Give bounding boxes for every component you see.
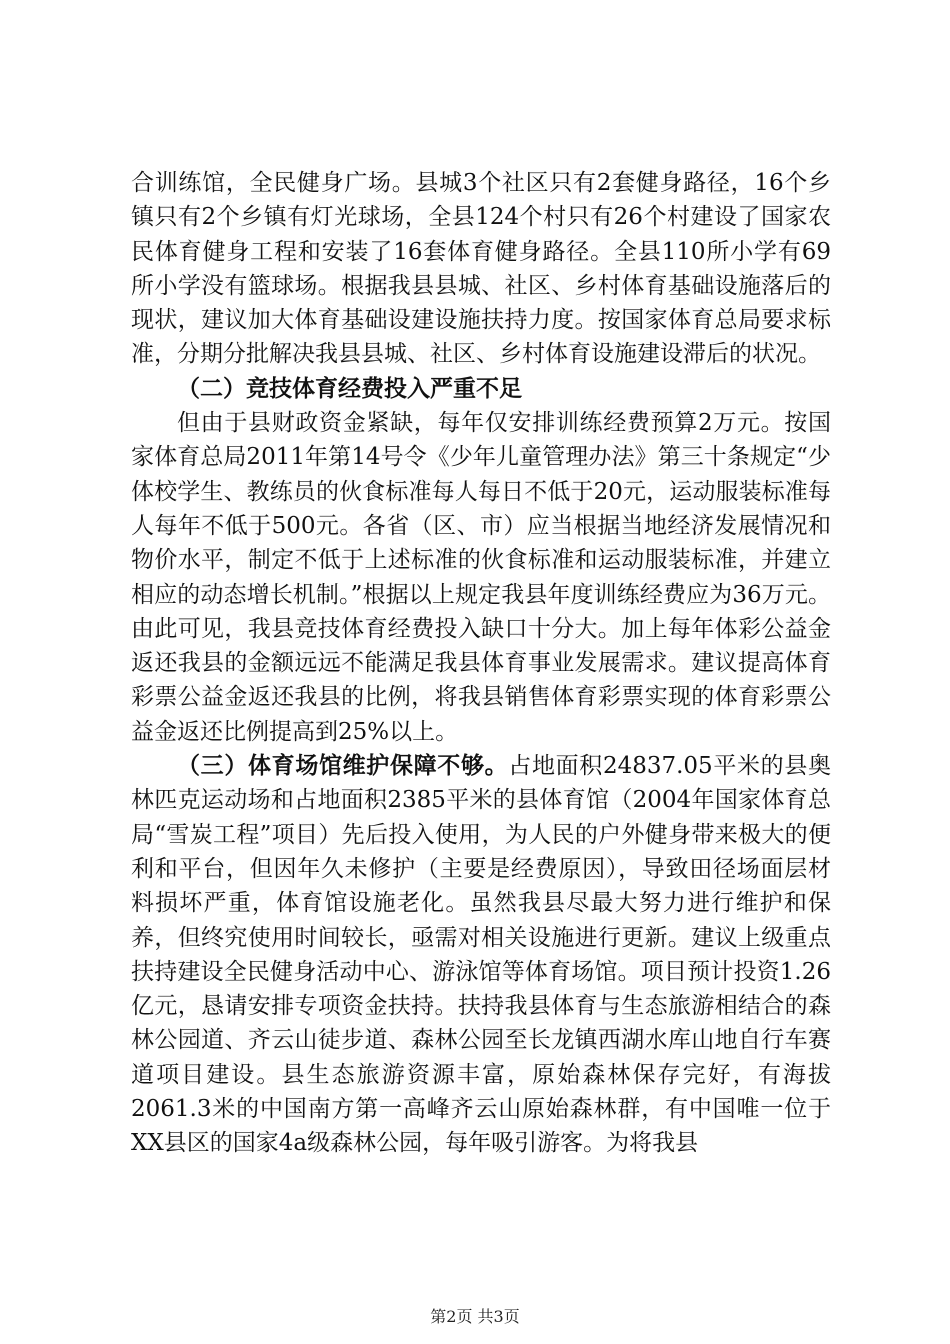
document-body xyxy=(131,166,831,1161)
paragraph-venue-maintenance-text: 占地面积24837.05平米的县奥林匹克运动场和占地面积2385平米的县体育馆（2004年国家体育总局“雪炭工程”项目）先后投入使用，为人民的户外健身带来极大的便利和平台，但因年久未修护（主要是经费原因），导致田径场面层材料损坏严重，体育馆设施老化。虽然我县尽最大努力进行维护和保养，但终究使用时间较长，亟需对相关设施进行更新。建议上级重点扶持建设全民健身活动中心、游泳馆等体育场馆。项目预计投资1.26亿元，恳请安排专项资金扶持。扶持我县体育与生态旅游相结合的森林公园道、齐云山徒步道、森林公园至长龙镇西湖水库山地自行车赛道项目建设。县生态旅游资源丰富，原始森林保存完好，有海拔2061.3米的中国南方第一高峰齐云山原始森林群，有中国唯一位于XX县区的国家4a级森林公园，每年吸引游客。为将我县 xyxy=(131,753,832,1157)
paragraph-competitive-sports-funding: 但由于县财政资金紧缺，每年仅安排训练经费预算2万元。按国家体育总局2011年第14号令《少年儿童管理办法》第三十条规定“少体校学生、教练员的伙食标准每人每日不低于20元，运动服装标准每人每年不低于500元。各省（区、市）应当根据当地经济发展情况和物价水平，制定不低于上述标准的伙食标准和运动服装标准，并建立相应的动态增长机制。”根据以上规定我县年度训练经费应为36万元。由此可见，我县竞技体育经费投入缺口十分大。加上每年体彩公益金返还我县的金额远远不能满足我县体育事业发展需求。建议提高体育彩票公益金返还我县的比例，将我县销售体育彩票实现的体育彩票公益金返还比例提高到25%以上。 xyxy=(131,410,831,745)
page-footer: 第2页 共3页 xyxy=(430,1307,520,1326)
paragraph-facilities-continued: 合训练馆，全民健身广场。县城3个社区只有2套健身路径，16个乡镇只有2个乡镇有灯光球场，全县124个村只有26个村建设了国家农民体育健身工程和安装了16套体育健身路径。全县110所小学有69所小学没有篮球场。根据我县县城、社区、乡村体育基础设施落后的现状，建议加大体育基础设建设施扶持力度。按国家体育总局要求标准，分期分批解决我县县城、社区、乡村体育设施建设滞后的状况。 xyxy=(131,170,831,368)
section-heading-venue-maintenance: （三）体育场馆维护保障不够。 xyxy=(177,753,509,780)
section-heading-competitive-sports-funding: （二）竞技体育经费投入严重不足 xyxy=(177,375,522,402)
paragraph-venue-maintenance xyxy=(131,749,831,1161)
